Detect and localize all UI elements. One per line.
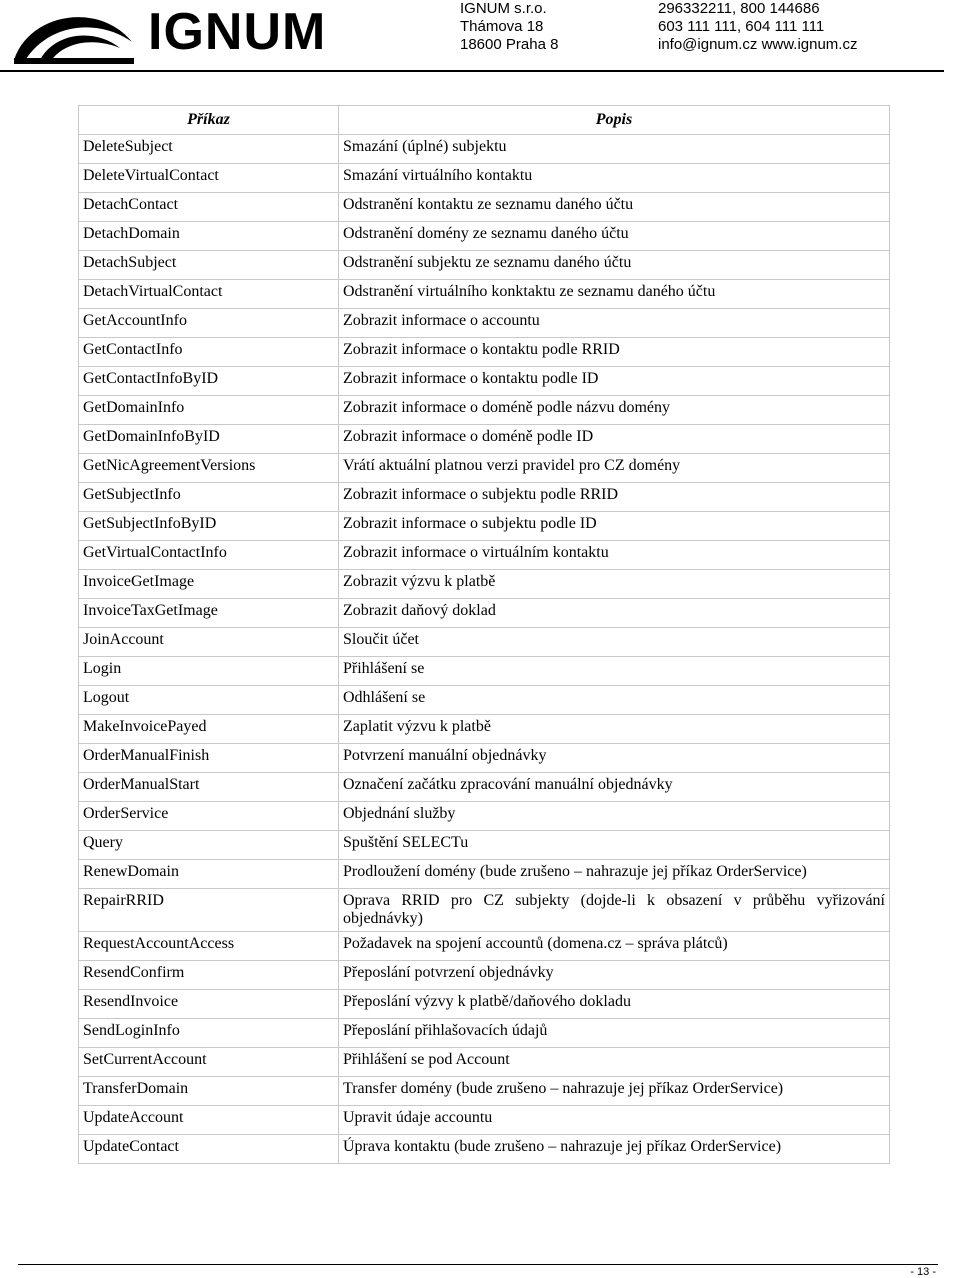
- table-row: [79, 135, 890, 164]
- description-cell: Zobrazit informace o kontaktu podle ID: [339, 367, 890, 396]
- description-cell: Smazání (úplné) subjektu: [339, 135, 890, 164]
- command-cell: DeleteSubject: [79, 135, 339, 164]
- table-row: [79, 932, 890, 961]
- table-row: [79, 280, 890, 309]
- table-row: [79, 744, 890, 773]
- command-cell: RequestAccountAccess: [79, 932, 339, 961]
- table-row: [79, 889, 890, 932]
- table-row: [79, 541, 890, 570]
- table-row: [79, 164, 890, 193]
- table-row: [79, 1106, 890, 1135]
- command-cell: InvoiceGetImage: [79, 570, 339, 599]
- command-cell: GetSubjectInfoByID: [79, 512, 339, 541]
- description-cell: Zobrazit informace o subjektu podle RRID: [339, 483, 890, 512]
- description-cell: Úprava kontaktu (bude zrušeno – nahrazuje jej příkaz OrderService): [339, 1135, 890, 1164]
- description-cell: Zobrazit informace o accountu: [339, 309, 890, 338]
- command-cell: SetCurrentAccount: [79, 1048, 339, 1077]
- description-cell: Přihlášení se: [339, 657, 890, 686]
- description-cell: Potvrzení manuální objednávky: [339, 744, 890, 773]
- description-cell: Přihlášení se pod Account: [339, 1048, 890, 1077]
- command-cell: UpdateAccount: [79, 1106, 339, 1135]
- command-cell: GetSubjectInfo: [79, 483, 339, 512]
- company-name: IGNUM s.r.o.: [460, 0, 547, 17]
- column-header-command: Příkaz: [79, 106, 339, 135]
- command-cell: RenewDomain: [79, 860, 339, 889]
- company-phones-2: 603 111 111, 604 111 111: [658, 18, 825, 35]
- description-cell: Zobrazit informace o doméně podle ID: [339, 425, 890, 454]
- description-cell: Odstranění kontaktu ze seznamu daného účtu: [339, 193, 890, 222]
- description-cell: Zobrazit informace o kontaktu podle RRID: [339, 338, 890, 367]
- table-row: [79, 338, 890, 367]
- command-cell: DetachVirtualContact: [79, 280, 339, 309]
- command-cell: GetDomainInfo: [79, 396, 339, 425]
- command-cell: DeleteVirtualContact: [79, 164, 339, 193]
- table-header-row: [79, 106, 890, 135]
- command-cell: OrderManualFinish: [79, 744, 339, 773]
- description-cell: Smazání virtuálního kontaktu: [339, 164, 890, 193]
- command-cell: GetContactInfo: [79, 338, 339, 367]
- company-contacts: [658, 0, 857, 54]
- table-row: [79, 831, 890, 860]
- table-row: [79, 512, 890, 541]
- description-cell: Odstranění domény ze seznamu daného účtu: [339, 222, 890, 251]
- command-cell: GetNicAgreementVersions: [79, 454, 339, 483]
- company-street: Thámova 18: [460, 18, 544, 35]
- command-cell: MakeInvoicePayed: [79, 715, 339, 744]
- description-cell: Zobrazit informace o virtuálním kontaktu: [339, 541, 890, 570]
- table-row: [79, 715, 890, 744]
- command-cell: UpdateContact: [79, 1135, 339, 1164]
- company-address: [460, 0, 558, 54]
- table-row: [79, 425, 890, 454]
- company-email-web: info@ignum.cz www.ignum.cz: [658, 36, 858, 53]
- table-row: [79, 222, 890, 251]
- command-cell: GetDomainInfoByID: [79, 425, 339, 454]
- description-cell: Zaplatit výzvu k platbě: [339, 715, 890, 744]
- table-row: [79, 860, 890, 889]
- table-row: [79, 686, 890, 715]
- table-row: [79, 802, 890, 831]
- logo-swoosh-icon: [10, 2, 140, 66]
- command-cell: TransferDomain: [79, 1077, 339, 1106]
- table-row: [79, 396, 890, 425]
- command-cell: GetContactInfoByID: [79, 367, 339, 396]
- description-cell: Spuštění SELECTu: [339, 831, 890, 860]
- description-cell: Zobrazit výzvu k platbě: [339, 570, 890, 599]
- command-cell: RepairRRID: [79, 889, 339, 932]
- command-cell: Query: [79, 831, 339, 860]
- command-cell: Logout: [79, 686, 339, 715]
- table-row: [79, 990, 890, 1019]
- table-row: [79, 251, 890, 280]
- command-cell: DetachContact: [79, 193, 339, 222]
- table-row: [79, 1135, 890, 1164]
- column-header-description: Popis: [339, 106, 890, 135]
- footer-divider: [18, 1264, 938, 1265]
- company-phones-1: 296332211, 800 144686: [658, 0, 820, 17]
- table-row: [79, 1019, 890, 1048]
- command-cell: SendLoginInfo: [79, 1019, 339, 1048]
- description-cell: Vrátí aktuální platnou verzi pravidel pro CZ domény: [339, 454, 890, 483]
- command-cell: ResendInvoice: [79, 990, 339, 1019]
- command-cell: Login: [79, 657, 339, 686]
- page-number: - 13 -: [910, 1266, 936, 1278]
- table-row: [79, 1048, 890, 1077]
- table-row: [79, 483, 890, 512]
- description-cell: Přeposlání potvrzení objednávky: [339, 961, 890, 990]
- table-row: [79, 961, 890, 990]
- description-cell: Zobrazit informace o doméně podle názvu domény: [339, 396, 890, 425]
- command-cell: OrderManualStart: [79, 773, 339, 802]
- table-row: [79, 309, 890, 338]
- description-cell: Přeposlání přihlašovacích údajů: [339, 1019, 890, 1048]
- table-row: [79, 599, 890, 628]
- command-cell: ResendConfirm: [79, 961, 339, 990]
- table-row: [79, 773, 890, 802]
- company-city: 18600 Praha 8: [460, 36, 559, 53]
- command-cell: InvoiceTaxGetImage: [79, 599, 339, 628]
- table-row: [79, 367, 890, 396]
- command-cell: DetachSubject: [79, 251, 339, 280]
- table-row: [79, 657, 890, 686]
- description-cell: Označení začátku zpracování manuální objednávky: [339, 773, 890, 802]
- table-row: [79, 1077, 890, 1106]
- table-row: [79, 628, 890, 657]
- description-cell: Upravit údaje accountu: [339, 1106, 890, 1135]
- command-table: [78, 105, 890, 1164]
- description-cell: Objednání služby: [339, 802, 890, 831]
- command-cell: GetAccountInfo: [79, 309, 339, 338]
- command-cell: OrderService: [79, 802, 339, 831]
- description-cell: Zobrazit informace o subjektu podle ID: [339, 512, 890, 541]
- command-cell: DetachDomain: [79, 222, 339, 251]
- page-header: [0, 0, 960, 74]
- table-row: [79, 193, 890, 222]
- description-cell: Prodloužení domény (bude zrušeno – nahrazuje jej příkaz OrderService): [339, 860, 890, 889]
- table-row: [79, 570, 890, 599]
- table-row: [79, 454, 890, 483]
- description-cell: Odhlášení se: [339, 686, 890, 715]
- command-cell: JoinAccount: [79, 628, 339, 657]
- description-cell: Odstranění subjektu ze seznamu daného účtu: [339, 251, 890, 280]
- description-cell: Zobrazit daňový doklad: [339, 599, 890, 628]
- description-cell: Sloučit účet: [339, 628, 890, 657]
- description-cell: Oprava RRID pro CZ subjekty (dojde-li k obsazení v průběhu vyřizování objednávky): [339, 889, 890, 932]
- command-cell: GetVirtualContactInfo: [79, 541, 339, 570]
- header-divider: [0, 70, 944, 72]
- description-cell: Transfer domény (bude zrušeno – nahrazuje jej příkaz OrderService): [339, 1077, 890, 1106]
- description-cell: Přeposlání výzvy k platbě/daňového dokladu: [339, 990, 890, 1019]
- description-cell: Požadavek na spojení accountů (domena.cz – správa plátců): [339, 932, 890, 961]
- logo-wordmark: IGNUM: [148, 3, 327, 61]
- ignum-logo: [10, 2, 327, 66]
- description-cell: Odstranění virtuálního konktaktu ze seznamu daného účtu: [339, 280, 890, 309]
